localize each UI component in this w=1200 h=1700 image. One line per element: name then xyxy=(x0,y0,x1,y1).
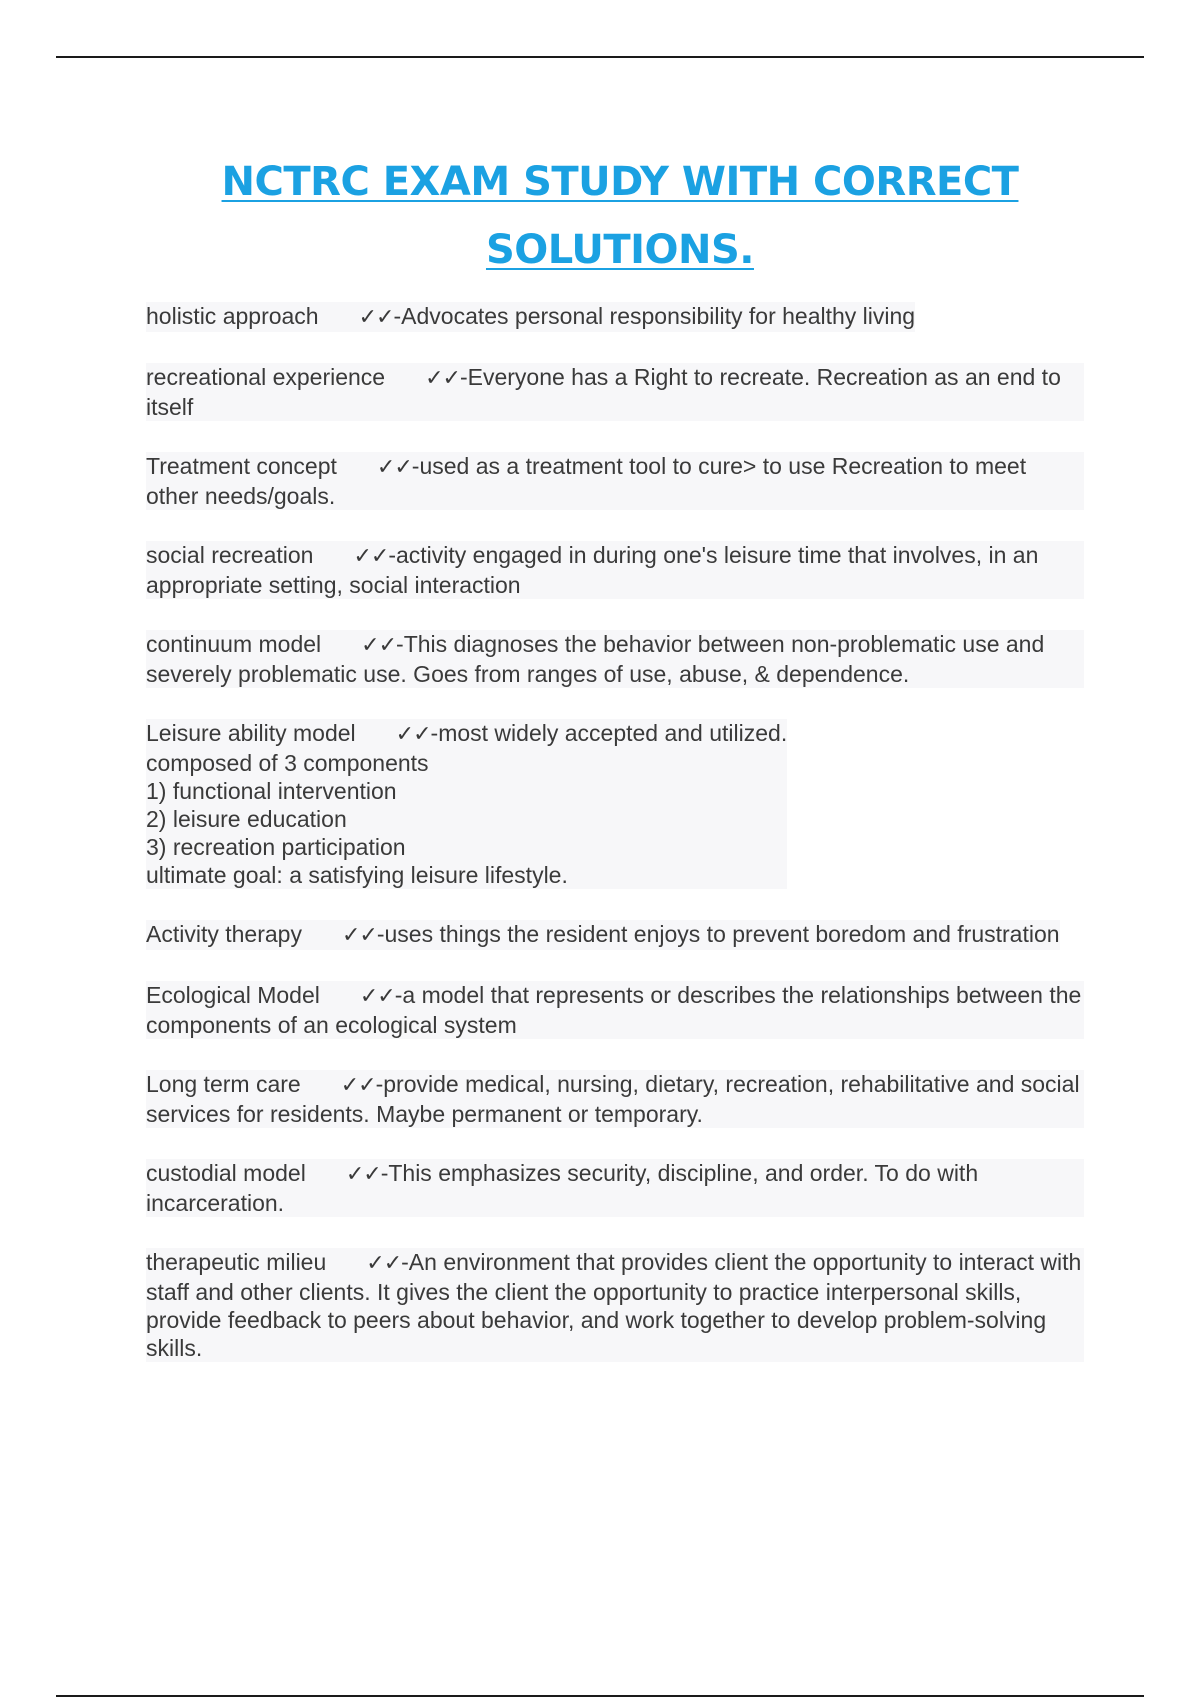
list-item xyxy=(146,920,1084,950)
flashcard-list xyxy=(146,302,1084,1393)
entry-definition: -provide medical, nursing, dietary, recreation, rehabilitative and social services for residents. Maybe permanent or temporary. xyxy=(146,1071,1080,1127)
check-marks-icon: ✓✓ xyxy=(353,544,389,569)
title-line-2: SOLUTIONS. xyxy=(485,227,754,273)
entry-definition: -Advocates personal responsibility for healthy living xyxy=(393,303,916,329)
entry-definition: -This diagnoses the behavior between non-problematic use and severely problematic use. Goes from ranges of use, abuse, & dependence. xyxy=(146,631,1045,687)
entry-term: Long term care xyxy=(146,1071,301,1097)
entry-definition: -used as a treatment tool to cure> to use Recreation to meet other needs/goals. xyxy=(146,453,1027,509)
check-marks-icon: ✓✓ xyxy=(359,984,395,1009)
entry-definition: -most widely accepted and utilized. composed of 3 components 1) functional intervention 2) leisure education 3) recreation participation ultimate goal: a satisfying leisure lifestyle. xyxy=(146,720,788,888)
list-item xyxy=(146,363,1084,421)
list-item xyxy=(146,1248,1084,1362)
list-item xyxy=(146,302,1084,332)
check-marks-icon: ✓✓ xyxy=(376,455,412,480)
entry-term: Activity therapy xyxy=(146,921,302,947)
list-item xyxy=(146,1070,1084,1128)
check-marks-icon: ✓✓ xyxy=(366,1251,402,1276)
entry-term: continuum model xyxy=(146,631,322,657)
entry-definition: -This emphasizes security, discipline, and order. To do with incarceration. xyxy=(146,1160,979,1216)
entry-definition: -activity engaged in during one's leisure time that involves, in an appropriate setting, social interaction xyxy=(146,542,1039,598)
list-item xyxy=(146,981,1084,1039)
entry-definition: -An environment that provides client the opportunity to interact with staff and other clients. It gives the client the opportunity to practice interpersonal skills, provide feedback to peers about behavior, and work together to develop problem-solving skills. xyxy=(146,1249,1082,1361)
entry-definition: -Everyone has a Right to recreate. Recreation as an end to itself xyxy=(146,364,1061,420)
check-marks-icon: ✓✓ xyxy=(395,722,431,747)
entry-term: holistic approach xyxy=(146,303,319,329)
document-title xyxy=(130,148,1110,284)
entry-definition: -a model that represents or describes the relationships between the components of an ecological system xyxy=(146,982,1082,1038)
list-item xyxy=(146,719,1084,889)
check-marks-icon: ✓✓ xyxy=(341,923,377,948)
entry-term: social recreation xyxy=(146,542,314,568)
list-item xyxy=(146,541,1084,599)
check-marks-icon: ✓✓ xyxy=(361,633,397,658)
bottom-rule xyxy=(56,1695,1144,1697)
entry-term: Ecological Model xyxy=(146,982,320,1008)
entry-term: Leisure ability model xyxy=(146,720,356,746)
list-item xyxy=(146,452,1084,510)
list-item xyxy=(146,1159,1084,1217)
entry-definition: -uses things the resident enjoys to prevent boredom and frustration xyxy=(376,921,1060,947)
entry-term: therapeutic milieu xyxy=(146,1249,327,1275)
check-marks-icon: ✓✓ xyxy=(425,366,460,391)
entry-term: Treatment concept xyxy=(146,453,337,479)
check-marks-icon: ✓✓ xyxy=(340,1073,376,1098)
list-item xyxy=(146,630,1084,688)
title-line-1: NCTRC EXAM STUDY WITH CORRECT xyxy=(221,159,1019,205)
entry-term: custodial model xyxy=(146,1160,306,1186)
top-rule xyxy=(56,56,1144,58)
entry-term: recreational experience xyxy=(146,364,386,390)
check-marks-icon: ✓✓ xyxy=(358,305,394,330)
check-marks-icon: ✓✓ xyxy=(345,1162,381,1187)
